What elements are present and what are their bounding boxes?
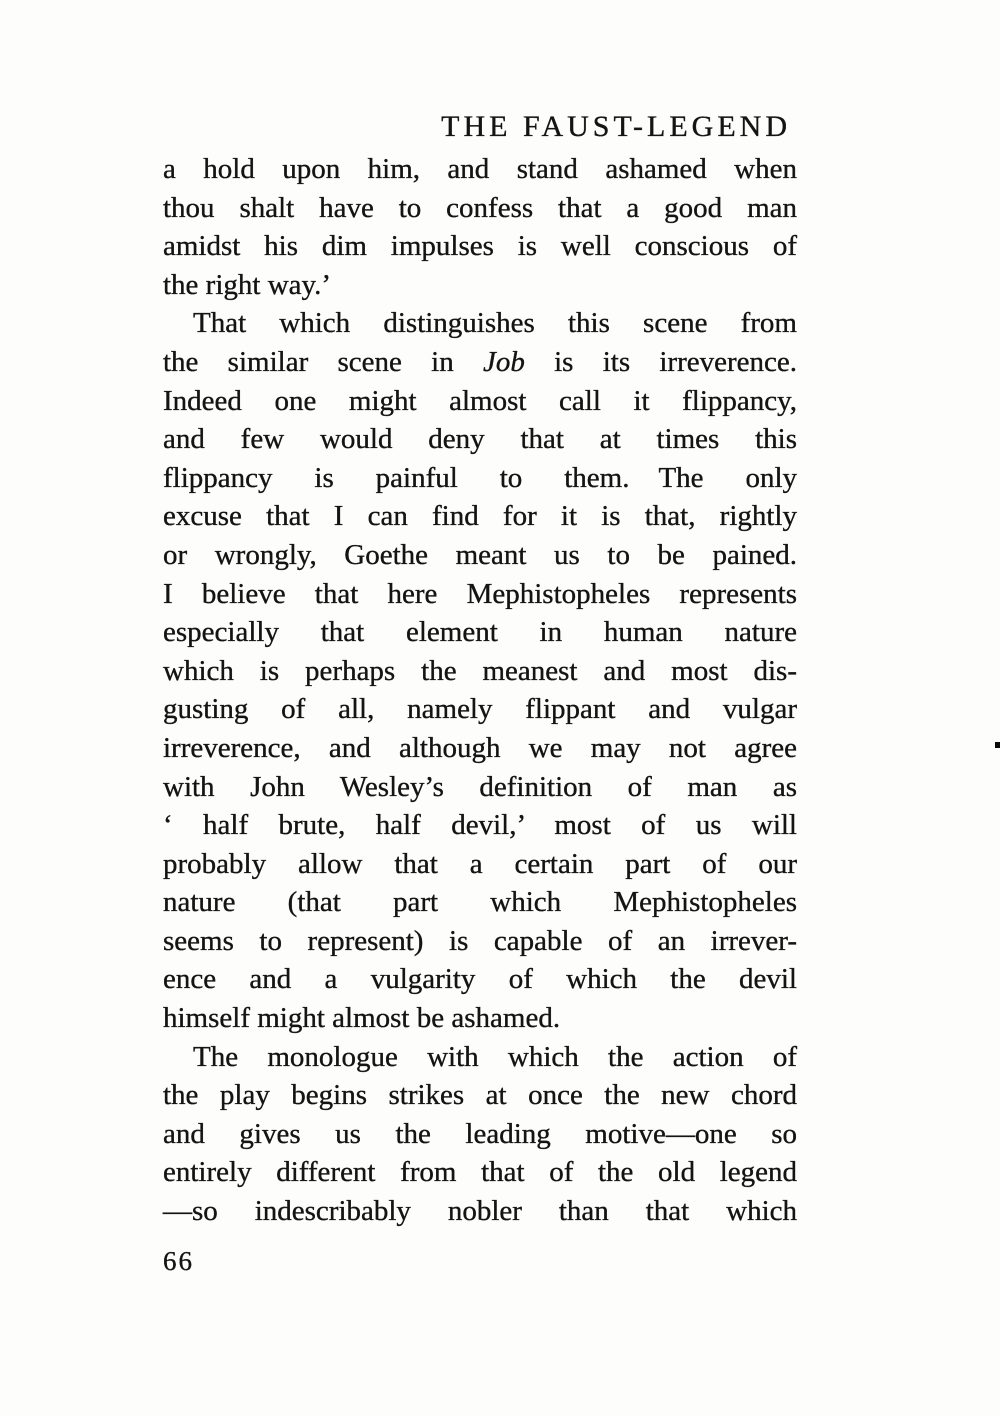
text-segment: ence and a vulgarity of which the devil	[163, 963, 797, 996]
text-line	[163, 729, 797, 768]
text-segment: I believe that here Mephistopheles represents	[163, 577, 797, 610]
text-segment: a hold upon him, and stand ashamed when	[163, 153, 797, 185]
text-segment: the similar scene in	[163, 345, 483, 378]
text-line	[163, 613, 797, 652]
text-line	[163, 497, 797, 536]
text-line	[163, 1076, 797, 1115]
text-segment: Indeed one might almost call it flippancy,	[163, 384, 797, 417]
text-line	[163, 304, 797, 343]
text-segment: himself might almost be ashamed.	[163, 1002, 561, 1035]
text-line	[163, 922, 797, 961]
text-line	[163, 845, 797, 884]
scan-speck	[995, 742, 1000, 748]
text-segment: irreverence, and although we may not agree	[163, 731, 797, 764]
text-segment: and gives us the leading motive—one so	[163, 1117, 797, 1150]
text-segment: seems to represent) is capable of an irrever-	[163, 924, 797, 957]
text-line	[163, 1153, 797, 1192]
text-line	[163, 420, 797, 459]
text-segment: probably allow that a certain part of our	[163, 847, 797, 880]
text-line	[163, 459, 797, 498]
text-line	[163, 883, 797, 922]
text-line	[163, 1115, 797, 1154]
text-segment: the play begins strikes at once the new chord	[163, 1079, 797, 1112]
text-line	[163, 999, 797, 1038]
running-header: THE FAUST-LEGEND	[441, 110, 791, 143]
text-segment: ‘ half brute, half devil,’ most of us will	[163, 809, 797, 842]
text-segment: gusting of all, namely flippant and vulgar	[163, 693, 797, 726]
text-segment: That which distinguishes this scene from	[193, 307, 797, 340]
text-segment: the right way.’	[163, 268, 332, 301]
text-line	[163, 768, 797, 807]
text-line	[163, 266, 797, 305]
text-line	[163, 150, 797, 189]
text-line	[163, 960, 797, 999]
text-segment-italic: Job	[482, 345, 525, 378]
text-segment: The monologue with which the action of	[193, 1040, 797, 1073]
text-line	[163, 806, 797, 845]
text-line	[163, 690, 797, 729]
text-segment: and few would deny that at times this	[163, 423, 797, 456]
text-line	[163, 343, 797, 382]
text-line	[163, 1192, 797, 1231]
text-segment: thou shalt have to confess that a good man	[163, 191, 797, 224]
text-segment: with John Wesley’s definition of man as	[163, 770, 797, 803]
text-segment: flippancy is painful to them. The only	[163, 461, 797, 494]
text-line	[163, 575, 797, 614]
text-line	[163, 227, 797, 266]
text-segment: especially that element in human nature	[163, 616, 797, 649]
text-segment: entirely different from that of the old legend	[163, 1156, 797, 1189]
text-segment: which is perhaps the meanest and most dis-	[163, 654, 797, 687]
text-line	[163, 1038, 797, 1077]
text-line	[163, 189, 797, 228]
text-line	[163, 536, 797, 575]
text-segment: —so indescribably nobler than that which	[163, 1195, 797, 1228]
text-segment: nature (that part which Mephistopheles	[163, 886, 797, 919]
text-segment: is its irreverence.	[524, 345, 797, 378]
text-line	[163, 652, 797, 691]
text-segment: or wrongly, Goethe meant us to be pained.	[163, 538, 797, 571]
text-segment: excuse that I can find for it is that, rightly	[163, 500, 797, 533]
text-line	[163, 382, 797, 421]
text-segment: amidst his dim impulses is well conscious of	[163, 230, 797, 263]
page-number: 66	[163, 1246, 194, 1276]
page-body	[163, 150, 797, 1231]
